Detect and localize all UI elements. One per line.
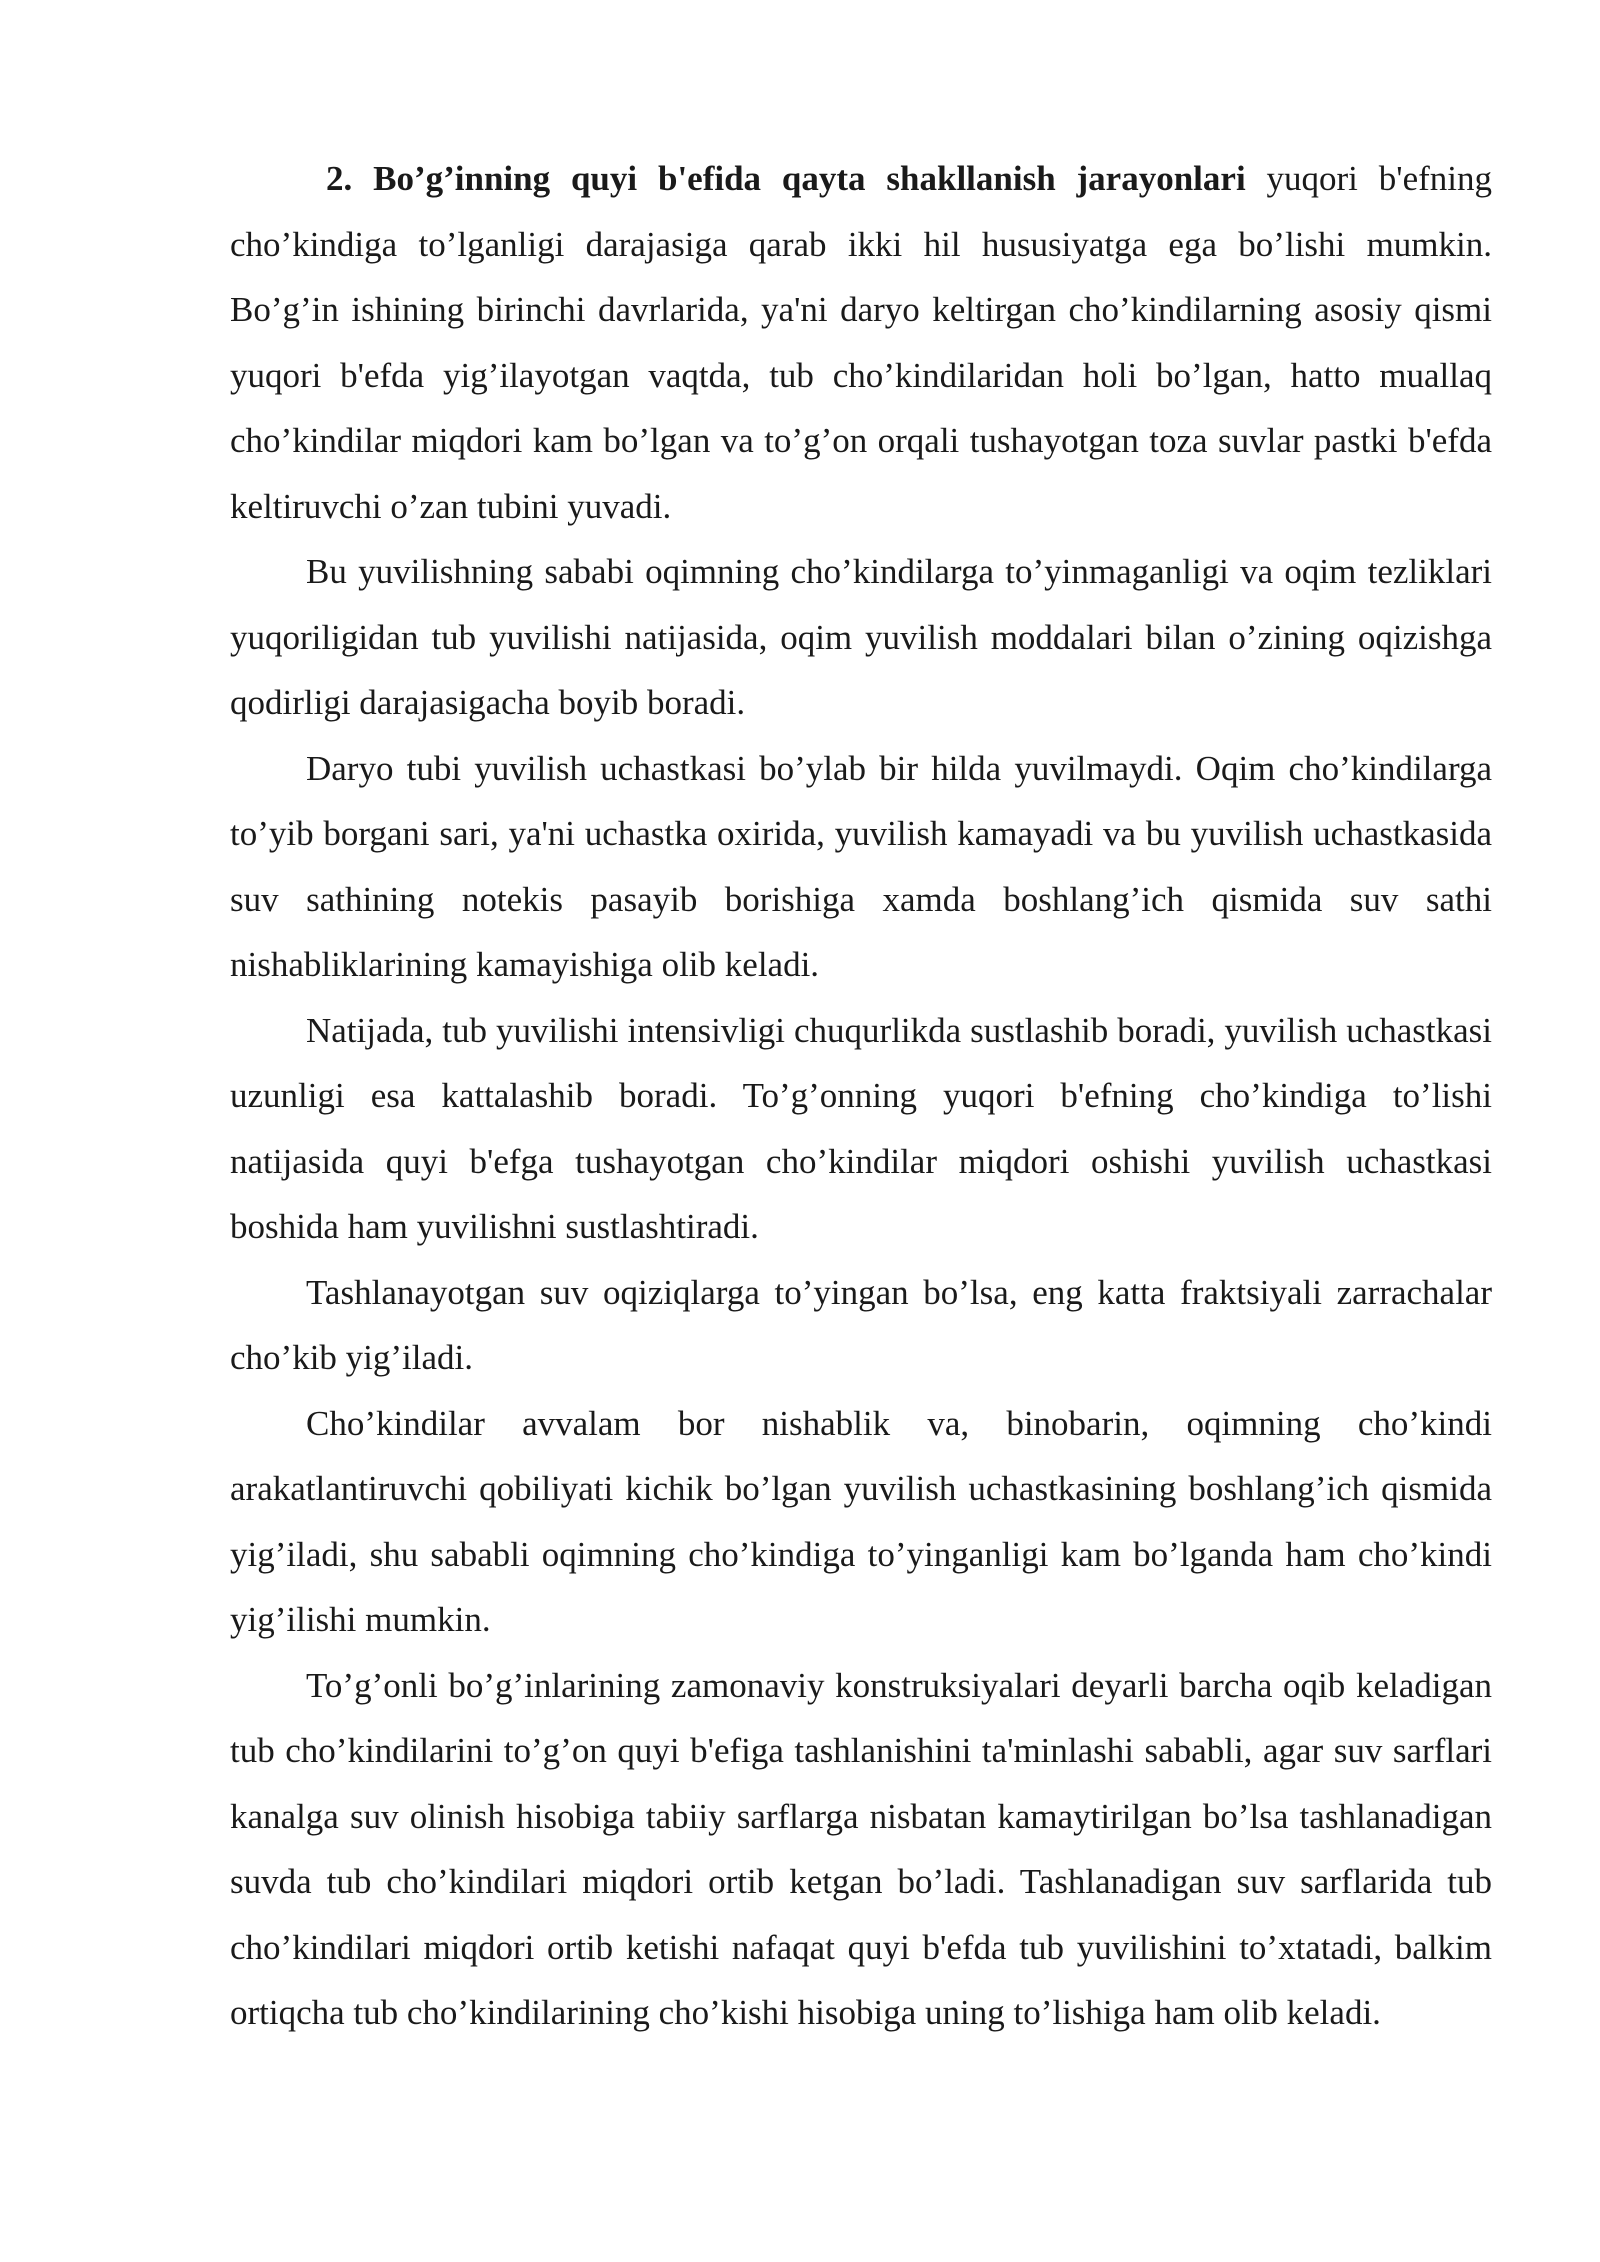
- paragraph-3: Daryo tubi yuvilish uchastkasi bo’ylab bir hilda yuvilmaydi. Oqim cho’kindilarga to’yib borgani sari, ya'ni uchastka oxirida, yuvilish kamayadi va bu yuvilish uchastkasida suv sathining notekis pasayib borishiga xamda boshlang’ich qismida suv sathi nishabliklarining kamayishiga olib keladi.: [230, 748, 1492, 984]
- section-heading: 2. Bo’g’inning quyi b'efida qayta shakllanish jarayonlari: [326, 159, 1246, 198]
- document-page: [230, 146, 1492, 2046]
- paragraph-7: To’g’onli bo’g’inlarining zamonaviy konstruksiyalari deyarli barcha oqib keladigan tub cho’kindilarini to’g’on quyi b'efiga tashlanishini ta'minlashi sababli, agar suv sarflari kanalga suv olinish hisobiga tabiiy sarflarga nisbatan kamaytirilgan bo’lsa tashlanadigan suvda tub cho’kindilari miqdori ortib ketgan bo’ladi. Tashlanadigan suv sarflarida tub cho’kindilari miqdori ortib ketishi nafaqat quyi b'efda tub yuvilishini to’xtatadi, balkim ortiqcha tub cho’kindilarining cho’kishi hisobiga uning to’lishiga ham olib keladi.: [230, 1665, 1492, 2032]
- paragraph-1: [230, 146, 1492, 539]
- paragraph-5: Tashlanayotgan suv oqiziqlarga to’yingan bo’lsa, eng katta fraktsiyali zarrachalar cho’kib yig’iladi.: [230, 1272, 1492, 1377]
- paragraph-6: Cho’kindilar avvalam bor nishablik va, binobarin, oqimning cho’kindi arakatlantiruvchi qobiliyati kichik bo’lgan yuvilish uchastkasining boshlang’ich qismida yig’iladi, shu sababli oqimning cho’kindiga to’yinganligi kam bo’lganda ham cho’kindi yig’ilishi mumkin.: [230, 1403, 1492, 1639]
- paragraph-1-text: yuqori b'efning cho’kindiga to’lganligi darajasiga qarab ikki hil hususiyatga ega bo’lishi mumkin. Bo’g’in ishining birinchi davrlarida, ya'ni daryo keltirgan cho’kindilarning asosiy qismi yuqori b'efda yig’ilayotgan vaqtda, tub cho’kindilaridan holi bo’lgan, hatto muallaq cho’kindilar miqdori kam bo’lgan va to’g’on orqali tushayotgan toza suvlar pastki b'efda keltiruvchi o’zan tubini yuvadi.: [230, 159, 1492, 526]
- paragraph-4: Natijada, tub yuvilishi intensivligi chuqurlikda sustlashib boradi, yuvilish uchastkasi uzunligi esa kattalashib boradi. To’g’onning yuqori b'efning cho’kindiga to’lishi natijasida quyi b'efga tushayotgan cho’kindilar miqdori oshishi yuvilish uchastkasi boshida ham yuvilishni sustlashtiradi.: [230, 1010, 1492, 1246]
- paragraph-2: Bu yuvilishning sababi oqimning cho’kindilarga to’yinmaganligi va oqim tezliklari yuqoriligidan tub yuvilishi natijasida, oqim yuvilish moddalari bilan o’zining oqizishga qodirligi darajasigacha boyib boradi.: [230, 552, 1492, 722]
